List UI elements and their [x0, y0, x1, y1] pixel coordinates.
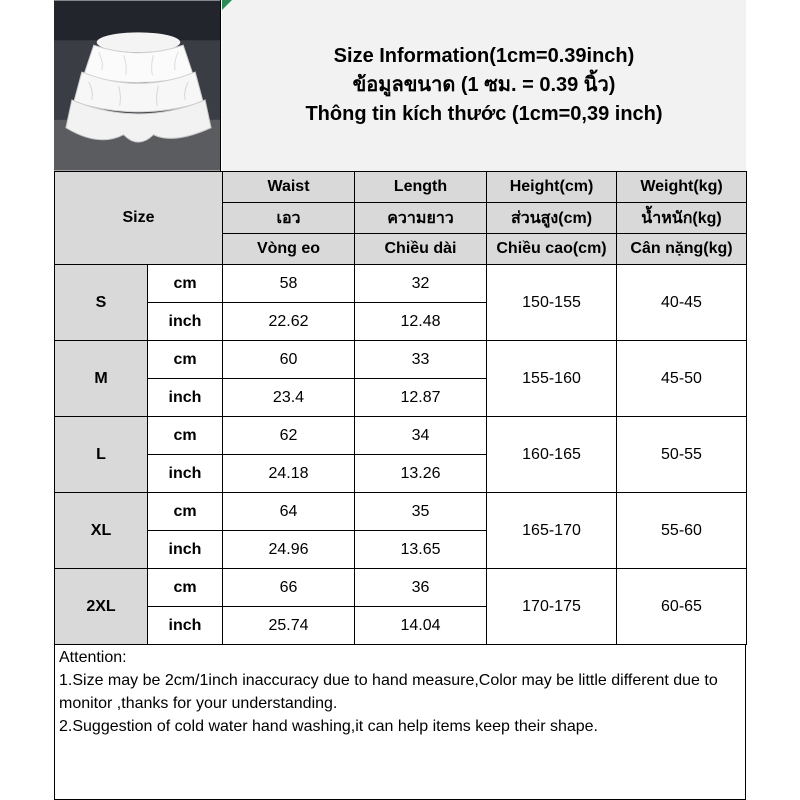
- waist-cm: 64: [223, 493, 355, 531]
- unit-cm: cm: [148, 417, 223, 455]
- length-inch: 13.65: [355, 531, 487, 569]
- table-row: [55, 569, 747, 607]
- length-cm: 33: [355, 341, 487, 379]
- table-row: [55, 341, 747, 379]
- size-label: 2XL: [55, 569, 148, 645]
- waist-cm: 62: [223, 417, 355, 455]
- unit-cm: cm: [148, 265, 223, 303]
- unit-cm: cm: [148, 569, 223, 607]
- weight-header-en: Weight(kg): [617, 172, 747, 203]
- weight-range: 50-55: [617, 417, 747, 493]
- attention-notes: [54, 644, 746, 800]
- corner-mark-icon: [222, 0, 232, 10]
- weight-header-th: น้ำหนัก(kg): [617, 203, 747, 234]
- height-range: 160-165: [487, 417, 617, 493]
- size-information-header: [222, 0, 746, 171]
- waist-inch: 24.18: [223, 455, 355, 493]
- unit-inch: inch: [148, 607, 223, 645]
- length-inch: 12.48: [355, 303, 487, 341]
- height-range: 165-170: [487, 493, 617, 569]
- title-english: Size Information(1cm=0.39inch): [333, 45, 635, 67]
- waist-cm: 58: [223, 265, 355, 303]
- table-row: [55, 265, 747, 303]
- length-inch: 12.87: [355, 379, 487, 417]
- unit-inch: inch: [148, 303, 223, 341]
- length-header-en: Length: [355, 172, 487, 203]
- size-chart-table: [54, 171, 747, 645]
- height-range: 150-155: [487, 265, 617, 341]
- length-cm: 34: [355, 417, 487, 455]
- waist-inch: 24.96: [223, 531, 355, 569]
- weight-header-vi: Cân nặng(kg): [617, 234, 747, 265]
- height-header-en: Height(cm): [487, 172, 617, 203]
- height-header-th: ส่วนสูง(cm): [487, 203, 617, 234]
- title-thai: ข้อมูลขนาด (1 ซม. = 0.39 นิ้ว): [352, 74, 616, 96]
- notes-heading: Attention:: [59, 649, 127, 666]
- height-range: 155-160: [487, 341, 617, 417]
- unit-cm: cm: [148, 341, 223, 379]
- size-label: XL: [55, 493, 148, 569]
- length-header-th: ความยาว: [355, 203, 487, 234]
- length-cm: 36: [355, 569, 487, 607]
- waist-header-th: เอว: [223, 203, 355, 234]
- weight-range: 40-45: [617, 265, 747, 341]
- unit-inch: inch: [148, 531, 223, 569]
- weight-range: 60-65: [617, 569, 747, 645]
- waist-inch: 23.4: [223, 379, 355, 417]
- waist-cm: 66: [223, 569, 355, 607]
- height-range: 170-175: [487, 569, 617, 645]
- length-header-vi: Chiều dài: [355, 234, 487, 265]
- ruffle-shorts-image: [54, 0, 220, 171]
- length-cm: 32: [355, 265, 487, 303]
- waist-header-vi: Vòng eo: [223, 234, 355, 265]
- table-row: [55, 417, 747, 455]
- unit-inch: inch: [148, 455, 223, 493]
- waist-inch: 25.74: [223, 607, 355, 645]
- unit-cm: cm: [148, 493, 223, 531]
- product-photo: [54, 0, 221, 171]
- length-cm: 35: [355, 493, 487, 531]
- size-column-header: Size: [55, 172, 223, 265]
- table-row: [55, 493, 747, 531]
- size-label: M: [55, 341, 148, 417]
- size-label: L: [55, 417, 148, 493]
- unit-inch: inch: [148, 379, 223, 417]
- length-inch: 14.04: [355, 607, 487, 645]
- weight-range: 45-50: [617, 341, 747, 417]
- notes-line-1: 1.Size may be 2cm/1inch inaccuracy due to hand measure,Color may be little different due to monitor ,thanks for your understanding.: [59, 672, 718, 712]
- notes-line-2: 2.Suggestion of cold water hand washing,it can help items keep their shape.: [59, 718, 598, 735]
- waist-cm: 60: [223, 341, 355, 379]
- length-inch: 13.26: [355, 455, 487, 493]
- waist-inch: 22.62: [223, 303, 355, 341]
- height-header-vi: Chiều cao(cm): [487, 234, 617, 265]
- weight-range: 55-60: [617, 493, 747, 569]
- size-label: S: [55, 265, 148, 341]
- title-vietnamese: Thông tin kích thước (1cm=0,39 inch): [305, 103, 663, 125]
- waist-header-en: Waist: [223, 172, 355, 203]
